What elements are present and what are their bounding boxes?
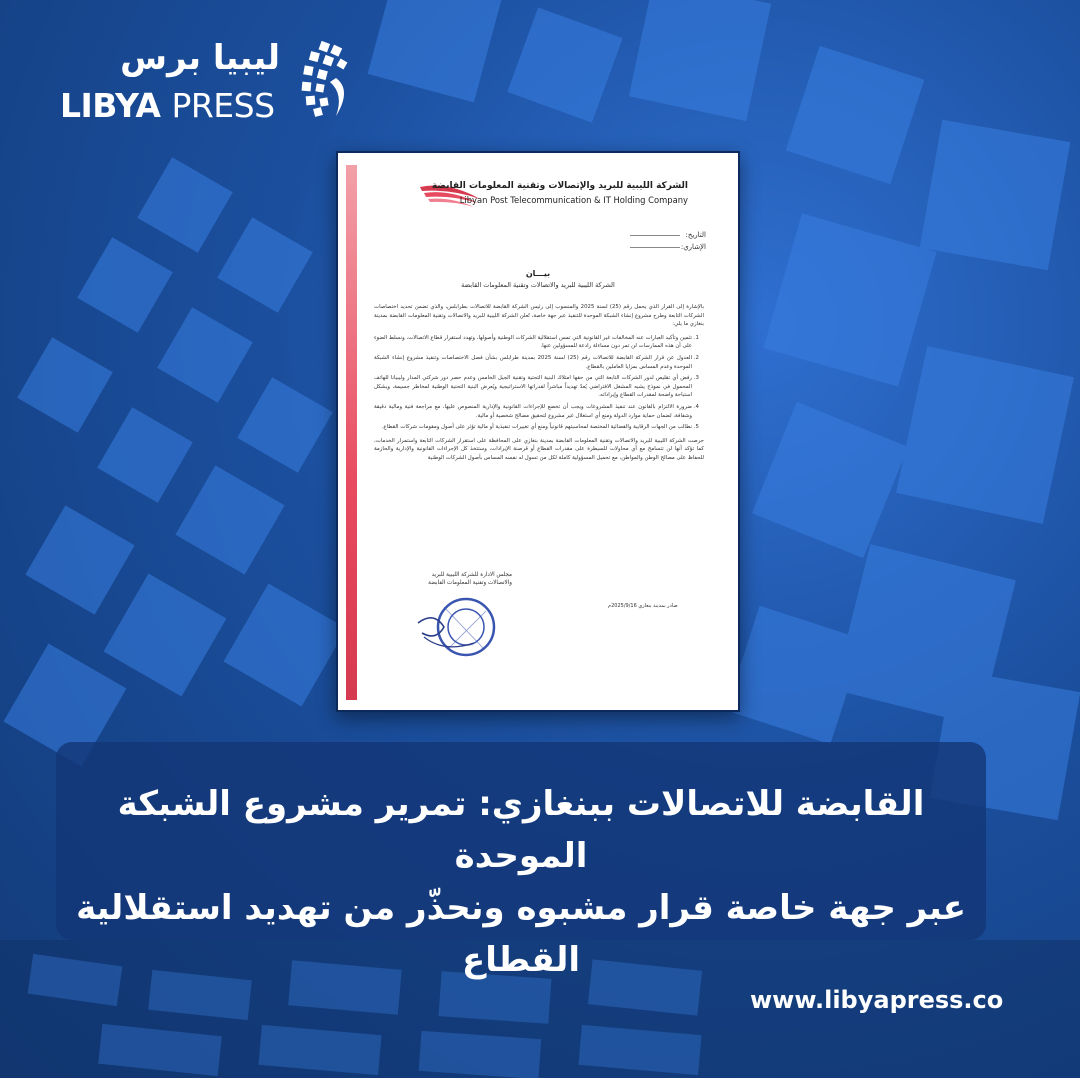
company-name-arabic: الشركة الليبية للبريد والإتصالات وتقنية المعلومات القابضة <box>431 181 688 191</box>
document-ref-label: الإشاري: <box>680 243 706 251</box>
headline-line-2: عبر جهة خاصة قرار مشبوه ونحذّر من تهديد استقلالية القطاع <box>76 888 966 980</box>
document-point: 5. نطالب من الجهات الرقابية والقضائية المختصة لمحاسبتهم قانونياً ومنع أي تغييرات تنفيذية أو مالية تؤثر على أصول ومقومات شركات القطاع. <box>374 423 692 432</box>
document-points <box>374 334 704 432</box>
signatory-line-1: مجلس الادارة للشركة الليبية للبريد <box>431 572 512 578</box>
headline-line-1: القابضة للاتصالات ببنغازي: تمرير مشروع الشبكة الموحدة <box>117 784 925 876</box>
headline-text <box>56 778 986 986</box>
document-body <box>374 303 704 468</box>
document-issued-date: صادر بمدينة بنغازي 2025/9/16م <box>608 603 678 609</box>
globe-swoosh-icon <box>286 38 358 122</box>
signatory-line-2: والاتصالات وتقنية المعلومات القابضة <box>428 580 512 586</box>
document-point: 3. رفض أي تقليص لدور الشركات التابعة التي من حقها امتلاك البنية التحتية وتقنية الجيل الخامس وعدم حصر دور شركتي المدار وليبيانا للهاتف المحمول في نموذج يشبه المشغل الافتراضي يُعدّ تهديداً مباشراً لقدراتها الاستراتيجية ويُعرض البنية التحتية الوطنية لمخاطر جسيمة، ويشكل استباحة واضحة لمقدرات القطاع وإيراداته. <box>374 374 692 400</box>
document-side-band <box>346 165 357 700</box>
round-seal-stamp <box>414 593 506 663</box>
document-letterhead <box>418 179 728 219</box>
date-line <box>630 235 680 236</box>
website-url[interactable]: www.libyapress.co <box>750 986 1004 1014</box>
logo-arabic-text: ليبيا برس <box>120 38 280 78</box>
document-intro: بالإشارة إلى القرار الذي يحمل رقم (25) لسنة 2025 والمنسوب إلى رئيس الشركة القابضة للاتصالات بطرابلس، والذي تضمن تحديد اختصاصات الشركات التابعة وطرح مشروع إنشاء الشبكة الموحدة للتنفيذ عبر جهة خاصة، تُعلن الشركة الليبية للبريد والاتصالات وتقنية المعلومات القابضة بمدينة بنغازي ما يلي: <box>374 304 704 328</box>
document-date-label: التاريخ: <box>685 231 706 239</box>
logo-english-text <box>60 86 275 125</box>
document-subtitle: الشركة الليبية للبريد والاتصالات وتقنية المعلومات القابضة <box>461 281 615 289</box>
logo-english-light: PRESS <box>171 86 275 125</box>
document-point: 4. ضرورة الالتزام بالقانون عند تنفيذ المشروعات ويجب أن تخضع للإجراءات القانونية والإدارية المنصوص عليها، مع مراجعة فنية ومالية دقيقة وشفافة، لضمان حماية موارد الدولة ومنع أي استغلال غير مشروع لتحقيق مصالح شخصية أو مالية. <box>374 403 692 420</box>
libya-press-logo <box>56 38 356 128</box>
company-name-english: Libyan Post Telecommunication & IT Holding Company <box>459 195 688 205</box>
document-signatory <box>428 571 512 587</box>
document-point: 2. العدول عن قرار الشركة القابضة للاتصالات رقم (25) لسنة 2025 بمدينة طرابلس بشأن فصل الاختصاصات وتنفيذ مشروع إنشاء الشبكة الموحدة وعدم المساس بمزايا العاملين بالقطاع. <box>374 354 692 371</box>
logo-english-bold: LIBYA <box>60 86 161 125</box>
document-closing: حرصت الشركة الليبية للبريد والاتصالات وتقنية المعلومات القابضة بمدينة بنغازي على المحافظة على استقرار الشركات التابعة واستمرار الخدمات، كما تؤكد أنها لن تتسامح مع أي محاولات للسيطرة على مقدرات القطاع أو قرصنة الإيرادات، وستتخذ كل الإجراءات القانونية والإدارية والحازمة للحفاظ على مصالح الوطن والمواطن، مع تحميل المسؤولية كاملة لكل من تسول له نفسه المساس بأصول الشركات الوطنية <box>374 437 704 461</box>
ref-line <box>630 247 680 248</box>
document-point: 1. تثمين وتأكيد العبارات عنه المخالفات غير القانونية التي تمس استقلالية الشركات الوطنية وأصولها، وتهدد استقرار قطاع الاتصالات، ونسلط الضوء على أن هذه الممارسات لن تمر دون مساءلة رادعة للمسؤولين عنها. <box>374 334 692 351</box>
press-release-document <box>336 151 740 712</box>
headline-panel <box>56 742 986 980</box>
document-title: بيـــان <box>525 269 551 278</box>
